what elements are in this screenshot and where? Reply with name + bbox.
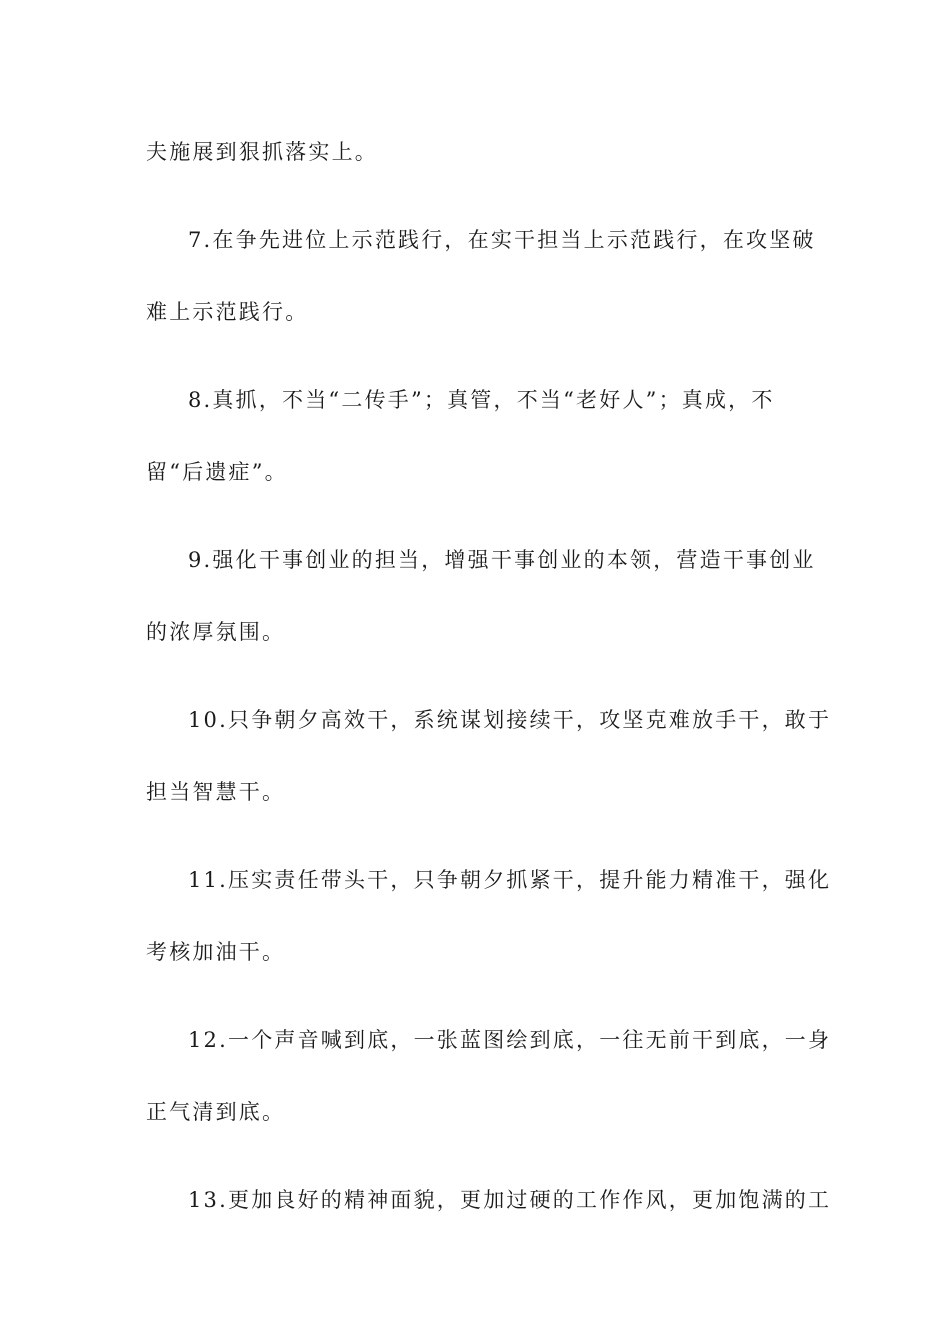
item-11-line-1: 11.压实责任带头干，只争朝夕抓紧干，提升能力精准干，强化 (188, 868, 832, 892)
item-10-line-2: 担当智慧干。 (146, 780, 286, 804)
item-12-line-1: 12.一个声音喊到底，一张蓝图绘到底，一往无前干到底，一身 (188, 1028, 832, 1052)
item-9-line-2: 的浓厚氛围。 (146, 620, 286, 644)
item-12-line-2: 正气清到底。 (146, 1100, 286, 1124)
item-9-line-1: 9.强化干事创业的担当，增强干事创业的本领，营造干事创业 (188, 548, 816, 572)
item-7-line-1: 7.在争先进位上示范践行，在实干担当上示范践行，在攻坚破 (188, 228, 816, 252)
item-7-line-2: 难上示范践行。 (146, 300, 309, 324)
paragraph-continuation-line: 夫施展到狠抓落实上。 (146, 140, 378, 164)
item-13-line-1: 13.更加良好的精神面貌，更加过硬的工作作风，更加饱满的工 (188, 1188, 832, 1212)
item-8-line-1: 8.真抓，不当“二传手”；真管，不当“老好人”；真成，不 (188, 388, 775, 412)
item-10-line-1: 10.只争朝夕高效干，系统谋划接续干，攻坚克难放手干，敢于 (188, 708, 832, 732)
item-11-line-2: 考核加油干。 (146, 940, 286, 964)
item-8-line-2: 留“后遗症”。 (146, 460, 288, 484)
